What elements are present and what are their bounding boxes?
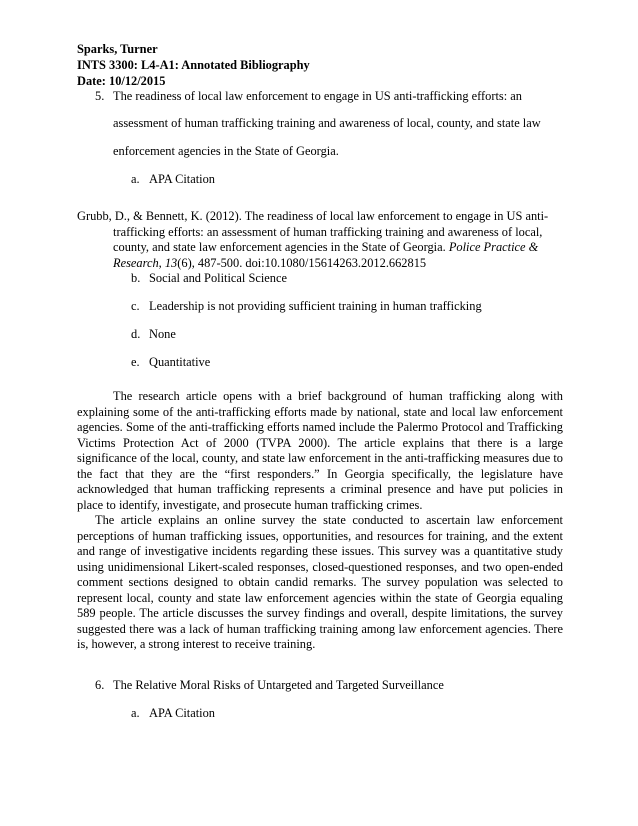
author-name: Sparks, Turner [77,42,158,56]
item-d-text: None [149,327,176,341]
summary-body [77,389,563,653]
citation-pages-doi: (6), 487-500. doi:10.1080/15614263.2012.662815 [177,255,427,270]
date-line: Date: 10/12/2015 [77,74,166,88]
apa-citation [77,209,553,271]
entry-5-number: 5. [95,89,105,103]
item-c-text: Leadership is not providing sufficient training in human trafficking [149,299,482,313]
entry-6-title: The Relative Moral Risks of Untargeted and Targeted Surveillance [113,678,444,692]
item-b-text: Social and Political Science [149,271,287,285]
summary-paragraph-1: The research article opens with a brief background of human trafficking along with explaining some of the anti-trafficking efforts made by national, state and local law enforcement agencies. Some of the anti-trafficking efforts named include the Palermo Protocol and Trafficking Victims Protection Act of 2000 (TVPA 2000). The article explains that there is a large significance of the local, county, and state law enforcement in the anti-trafficking measures due to the fact that they are the “first responders.” In Georgia specifically, the legislature have acknowledged that human trafficking represents a criminal presence and have put policies in place to identify, investigate, and prosecute human trafficking crimes. [77,389,563,512]
entry-6-item-a-letter: a. [131,706,140,720]
item-a-text: APA Citation [149,172,215,186]
entry-5-title-line-3: enforcement agencies in the State of Georgia. [113,144,339,158]
entry-5-title-line-2: assessment of human trafficking training and awareness of local, county, and state law [113,116,541,130]
item-c-letter: c. [131,299,140,313]
item-b-letter: b. [131,271,141,285]
citation-text: Grubb, D., & Bennett, K. (2012). The readiness of local law enforcement to engage in US anti-trafficking efforts: an assessment of human trafficking training and awareness of local, county, and state law enforcement agencies in the State of Georgia. [77,209,549,254]
entry-6-number: 6. [95,678,105,692]
item-e-text: Quantitative [149,355,211,369]
item-a-letter: a. [131,172,140,186]
entry-6-item-a-text: APA Citation [149,706,215,720]
item-e-letter: e. [131,355,140,369]
item-d-letter: d. [131,327,141,341]
citation-journal: Police Practice & Research [113,240,539,270]
course-title: INTS 3300: L4-A1: Annotated Bibliography [77,58,310,72]
summary-paragraph-2: The article explains an online survey the state conducted to ascertain law enforcement perceptions of human trafficking issues, opportunities, and resources for training, and the extent and range of investigative incidents regarding these issues. This survey was a quantitative study using unidimensional Likert-scaled responses, closed-questioned responses, and two open-ended comment sections designed to obtain candid remarks. The survey population was selected to represent local, county and state law enforcement agencies within the state of Georgia equaling 589 people. The article discusses the survey findings and overall, despite limitations, the survey suggested there was a lack of human trafficking training among law enforcement agencies. There is, however, a strong interest to receive training. [77,513,563,651]
citation-comma: , [158,255,165,270]
citation-volume: 13 [164,255,178,270]
entry-5-title-line-1: The readiness of local law enforcement to engage in US anti-trafficking efforts: an [113,89,522,103]
